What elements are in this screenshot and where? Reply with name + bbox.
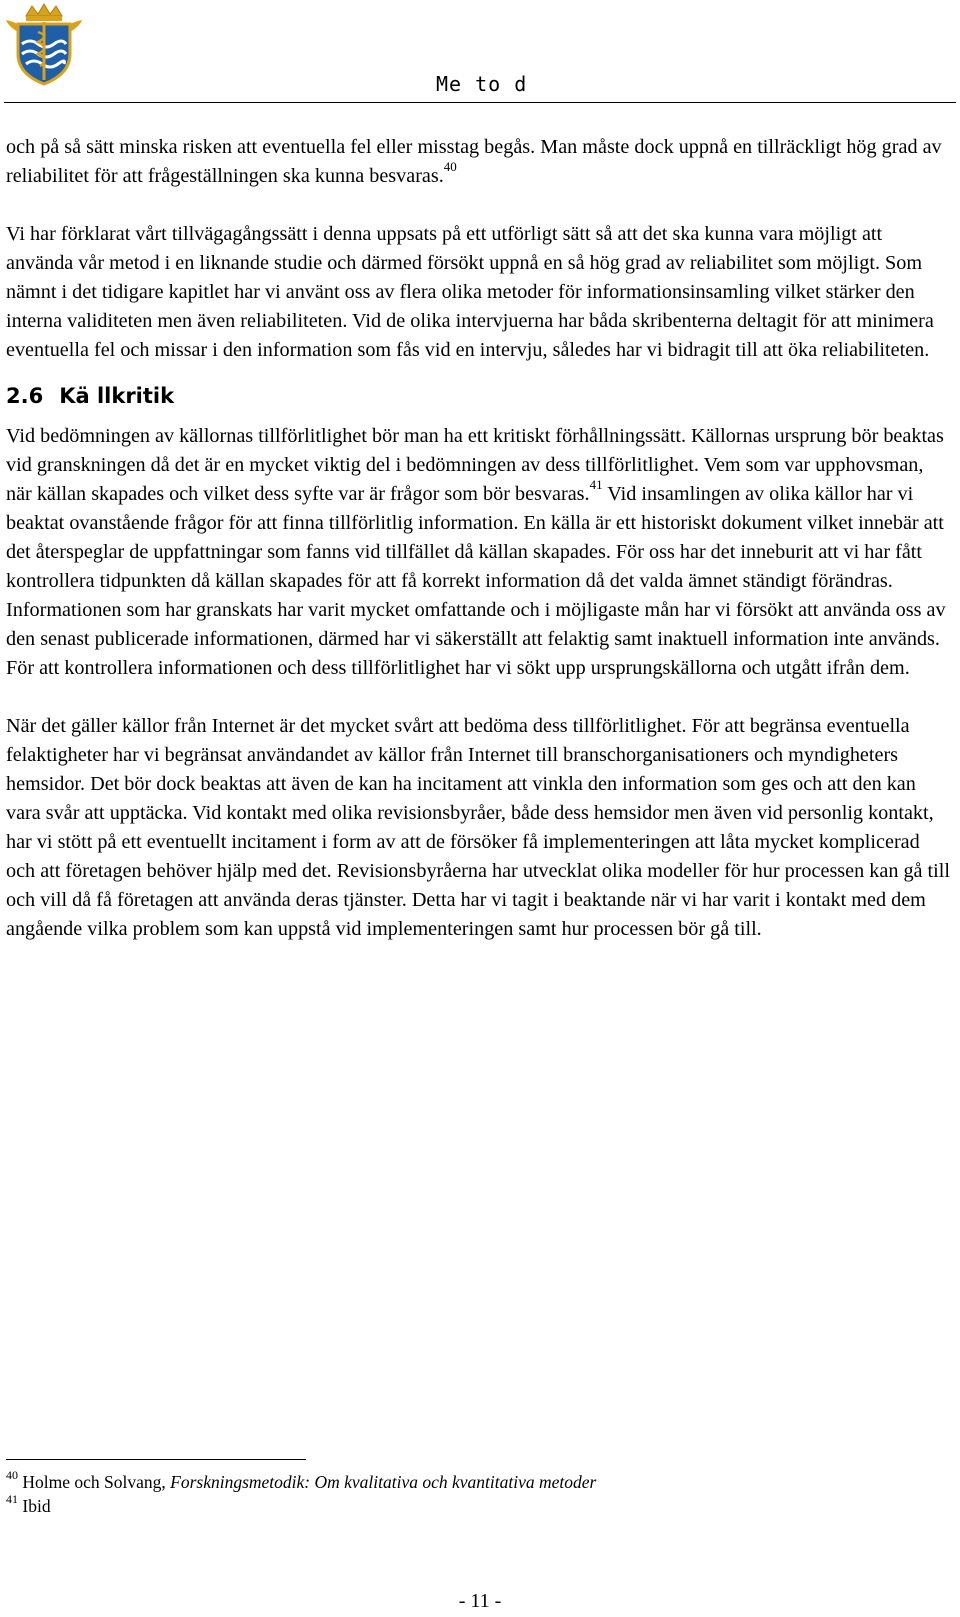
paragraph-text: Vid bedömningen av källornas tillförlitlighet bör man ha ett kritiskt förhållningssätt. Källornas ursprung bör beaktas vid granskningen då det är en mycket viktig del i bedömningen av dess tillförlitlighet. Vem som var upphovsman, när källan skapades och vilket dess syfte var är frågor som bör besvaras. [6, 425, 944, 505]
footnote-text: Ibid [22, 1496, 51, 1516]
paragraph-text: och på så sätt minska risken att eventuella fel eller misstag begås. Man måste dock uppnå en tillräckligt hög grad av reliabilitet för att frågeställningen ska kunna besvaras. [6, 136, 942, 187]
footnote-reference[interactable]: 40 [443, 159, 457, 175]
footnotes [6, 1470, 906, 1518]
university-logo [4, 2, 84, 88]
page-number: - 11 - [458, 1590, 502, 1612]
running-header-title: Me to d [436, 72, 528, 96]
footnote-number: 41 [6, 1492, 18, 1507]
paragraph [6, 422, 952, 683]
document-body [6, 133, 952, 944]
footnote [6, 1470, 906, 1494]
header-divider [4, 102, 956, 103]
footnote-separator [6, 1459, 306, 1460]
paragraph [6, 133, 952, 191]
footnote-source-title: Forskningsmetodik: Om kvalitativa och kvantitativa metoder [170, 1472, 597, 1492]
paragraph-text: Vid insamlingen av olika källor har vi beaktat ovanstående frågor för att finna tillförlitlig information. En källa är ett historiskt dokument vilket innebär att det återspeglar de uppfattningar som fanns vid tillfället då källan skapades. För oss har det inneburit att vi har fått kontrollera tidpunkten då källan skapades för att få korrekt information då det valda ämnet ständigt förändras. Informationen som har granskats har varit mycket omfattande och i möjligaste mån har vi försökt att använda oss av den senast publicerade informationen, därmed har vi säkerställt att felaktig samt inaktuell information inte används. För att kontrollera informationen och dess tillförlitlighet har vi sökt upp ursprungskällorna och utgått ifrån dem. [6, 483, 946, 679]
section-title: Kä llkritik [59, 384, 175, 408]
paragraph: Vi har förklarat vårt tillvägagångssätt i denna uppsats på ett utförligt sätt så att det ska kunna vara möjligt att använda vår metod i en liknande studie och därmed försökt uppnå en så hög grad av reliabilitet som möjligt. Som nämnt i det tidigare kapitlet har vi använt oss av flera olika metoder för informationsinsamling vilket stärker den interna validiteten men även reliabiliteten. Vid de olika intervjuerna har båda skribenterna deltagit för att minimera eventuella fel och missar i den information som fås vid en intervju, således har vi bidragit till att öka reliabiliteten. [6, 223, 934, 361]
footnote-text: Holme och Solvang, [22, 1472, 171, 1492]
footnote [6, 1494, 906, 1518]
paragraph: När det gäller källor från Internet är det mycket svårt att bedöma dess tillförlitlighet. För att begränsa eventuella felaktigheter har vi begränsat användandet av källor från Internet till branschorganisationers och myndigheters hemsidor. Det bör dock beaktas att även de kan ha incitament att vinkla den information som ges och att den kan vara svår att upptäcka. Vid kontakt med olika revisionsbyråer, både dess hemsidor men även vid personlig kontakt, har vi stött på ett eventuellt incitament i form av att de försöker få implementeringen att låta mycket komplicerad och att företagen behöver hjälp med det. Revisionsbyråerna har utvecklat olika modeller för hur processen kan gå till och vill då få företagen att använda deras tjänster. Detta har vi tagit i beaktande när vi har varit i kontakt med dem angående vilka problem som kan uppstå vid implementeringen samt hur processen bör gå till. [6, 715, 950, 940]
section-number: 2.6 [6, 384, 44, 408]
section-heading [6, 382, 952, 410]
footnote-number: 40 [6, 1468, 18, 1483]
footnote-reference[interactable]: 41 [589, 477, 603, 493]
